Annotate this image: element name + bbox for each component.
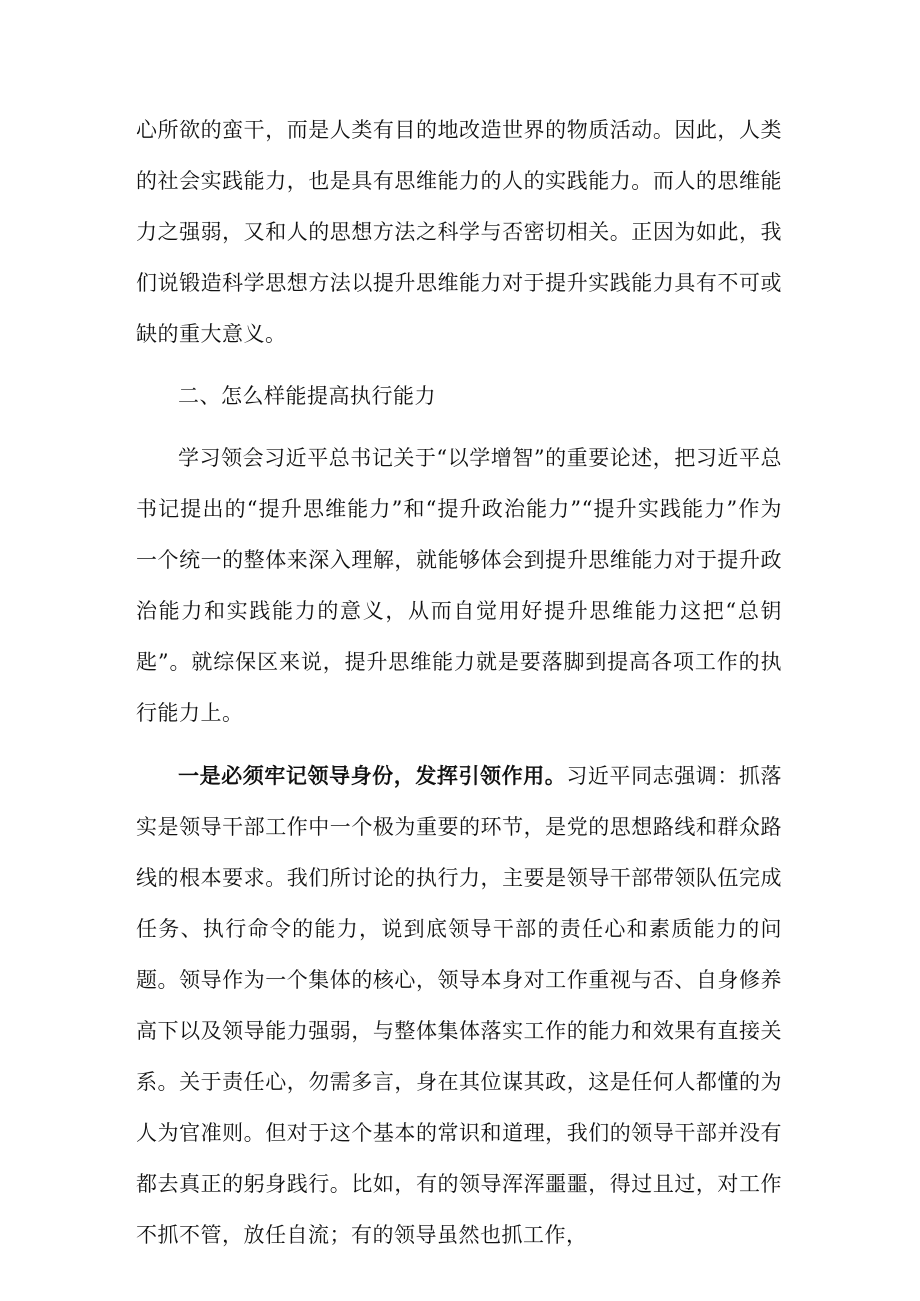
paragraph-lead-sentence: 一是必须牢记领导身份，发挥引领作用。 [178,763,567,788]
paragraph-study: 学习领会习近平总书记关于“以学增智”的重要论述，把习近平总书记提出的“提升思维能力”和“提升政治能力”“提升实践能力”作为一个统一的整体来深入理解，就能够体会到提升思维能力对于提升政治能力和实践能力的意义，从而自觉用好提升思维能力这把“总钥匙”。就综保区来说，提升思维能力就是要落脚到提高各项工作的执行能力上。 [136,446,782,725]
document-page [136,105,782,1261]
section-heading: 二、怎么样能提高执行能力 [178,384,436,408]
paragraph-leadership [136,750,782,1261]
paragraph-body: 习近平同志强调：抓落实是领导干部工作中一个极为重要的环节，是党的思想路线和群众路线的根本要求。我们所讨论的执行力，主要是领导干部带领队伍完成任务、执行命令的能力，说到底领导干部的责任心和素质能力的问题。领导作为一个集体的核心，领导本身对工作重视与否、自身修养高下以及领导能力强弱，与整体集体落实工作的能力和效果有直接关系。关于责任心，勿需多言，身在其位谋其政，这是任何人都懂的为人为官准则。但对于这个基本的常识和道理，我们的领导干部并没有都去真正的躬身践行。比如，有的领导浑浑噩噩，得过且过，对工作不抓不管，放任自流；有的领导虽然也抓工作， [136,764,783,1247]
paragraph-continued: 心所欲的蛮干，而是人类有目的地改造世界的物质活动。因此，人类的社会实践能力，也是具有思维能力的人的实践能力。而人的思维能力之强弱，又和人的思想方法之科学与否密切相关。正因为如此，我们说锻造科学思想方法以提升思维能力对于提升实践能力具有不可或缺的重大意义。 [136,118,782,346]
